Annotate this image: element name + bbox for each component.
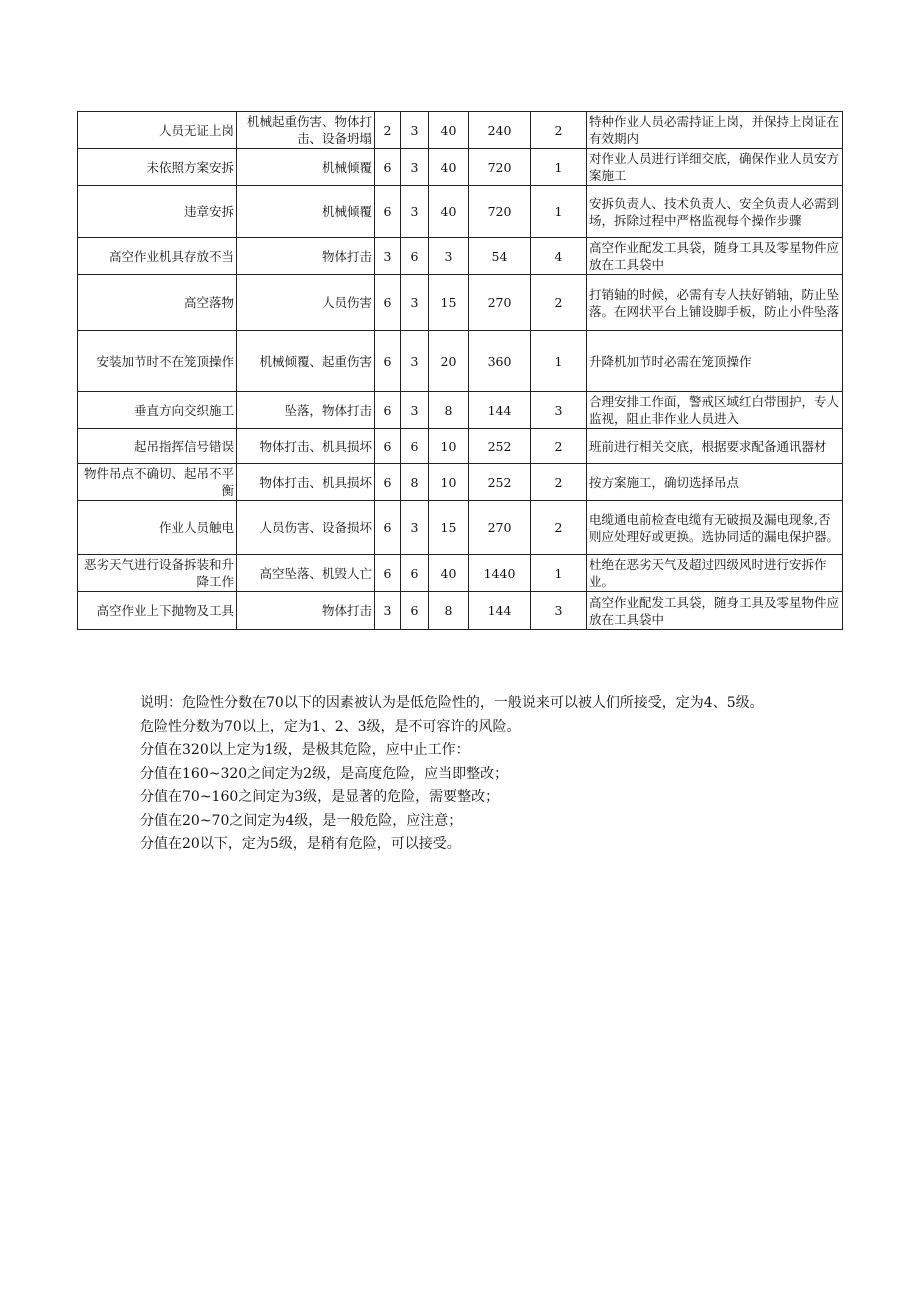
likelihood-cell: 3 bbox=[375, 592, 401, 630]
exposure-cell: 3 bbox=[401, 331, 429, 392]
exposure-cell: 3 bbox=[401, 501, 429, 555]
exposure-cell: 3 bbox=[401, 149, 429, 186]
control-measure-cell: 打销轴的时候，必需有专人扶好销轴，防止坠落。在网状平台上铺设脚手板，防止小件坠落 bbox=[587, 275, 843, 331]
risk-level-cell: 3 bbox=[531, 592, 587, 630]
table-row bbox=[78, 238, 843, 275]
risk-assessment-table bbox=[77, 111, 843, 630]
table-row bbox=[78, 592, 843, 630]
likelihood-cell: 6 bbox=[375, 331, 401, 392]
consequence-score-cell: 20 bbox=[429, 331, 469, 392]
exposure-cell: 6 bbox=[401, 238, 429, 275]
table-row bbox=[78, 429, 843, 464]
likelihood-cell: 6 bbox=[375, 464, 401, 501]
hazard-cell: 人员无证上岗 bbox=[78, 112, 237, 149]
table-row bbox=[78, 275, 843, 331]
risk-level-cell: 2 bbox=[531, 112, 587, 149]
risk-score-cell: 252 bbox=[469, 429, 531, 464]
control-measure-cell: 对作业人员进行详细交底，确保作业人员安方案施工 bbox=[587, 149, 843, 186]
hazard-cell: 作业人员触电 bbox=[78, 501, 237, 555]
exposure-cell: 6 bbox=[401, 592, 429, 630]
risk-level-cell: 1 bbox=[531, 149, 587, 186]
control-measure-cell: 特种作业人员必需持证上岗，并保持上岗证在有效期内 bbox=[587, 112, 843, 149]
control-measure-cell: 电缆通电前检查电缆有无破损及漏电现象,否则应处理好或更换。选协同适的漏电保护器。 bbox=[587, 501, 843, 555]
control-measure-cell: 杜绝在恶劣天气及超过四级风时进行安拆作业。 bbox=[587, 555, 843, 592]
risk-level-cell: 2 bbox=[531, 464, 587, 501]
table-row bbox=[78, 331, 843, 392]
consequence-cell: 高空坠落、机毁人亡 bbox=[237, 555, 375, 592]
hazard-cell: 高空作业机具存放不当 bbox=[78, 238, 237, 275]
consequence-cell: 物体打击 bbox=[237, 592, 375, 630]
risk-level-cell: 2 bbox=[531, 275, 587, 331]
hazard-cell: 起吊指挥信号错误 bbox=[78, 429, 237, 464]
consequence-score-cell: 10 bbox=[429, 429, 469, 464]
table-row bbox=[78, 149, 843, 186]
likelihood-cell: 6 bbox=[375, 555, 401, 592]
hazard-cell: 物件吊点不确切、起吊不平衡 bbox=[78, 464, 237, 501]
hazard-cell: 垂直方向交织施工 bbox=[78, 392, 237, 429]
hazard-cell: 安装加节时不在笼顶操作 bbox=[78, 331, 237, 392]
exposure-cell: 3 bbox=[401, 112, 429, 149]
likelihood-cell: 6 bbox=[375, 501, 401, 555]
consequence-cell: 坠落，物体打击 bbox=[237, 392, 375, 429]
consequence-score-cell: 40 bbox=[429, 555, 469, 592]
consequence-score-cell: 3 bbox=[429, 238, 469, 275]
table-row bbox=[78, 186, 843, 238]
note-line: 分值在20~70之间定为4级，是一般危险，应注意； bbox=[140, 812, 463, 829]
control-measure-cell: 班前进行相关交底，根据要求配备通讯器材 bbox=[587, 429, 843, 464]
consequence-cell: 机械倾覆 bbox=[237, 186, 375, 238]
risk-score-cell: 720 bbox=[469, 186, 531, 238]
risk-level-cell: 1 bbox=[531, 186, 587, 238]
exposure-cell: 6 bbox=[401, 555, 429, 592]
risk-score-cell: 252 bbox=[469, 464, 531, 501]
table-row bbox=[78, 392, 843, 429]
risk-score-cell: 240 bbox=[469, 112, 531, 149]
consequence-cell: 人员伤害 bbox=[237, 275, 375, 331]
note-line: 危险性分数为70以上，定为1、2、3级，是不可容许的风险。 bbox=[140, 718, 521, 735]
control-measure-cell: 高空作业配发工具袋，随身工具及零星物件应放在工具袋中 bbox=[587, 238, 843, 275]
consequence-cell: 物体打击、机具损坏 bbox=[237, 429, 375, 464]
consequence-score-cell: 40 bbox=[429, 186, 469, 238]
consequence-cell: 物体打击 bbox=[237, 238, 375, 275]
consequence-cell: 人员伤害、设备损坏 bbox=[237, 501, 375, 555]
hazard-cell: 未依照方案安拆 bbox=[78, 149, 237, 186]
hazard-cell: 高空作业上下抛物及工具 bbox=[78, 592, 237, 630]
control-measure-cell: 安拆负责人、技术负责人、安全负责人必需到场，拆除过程中严格监视每个操作步骤 bbox=[587, 186, 843, 238]
risk-score-cell: 144 bbox=[469, 392, 531, 429]
table-row bbox=[78, 555, 843, 592]
likelihood-cell: 6 bbox=[375, 429, 401, 464]
hazard-cell: 违章安拆 bbox=[78, 186, 237, 238]
note-line: 分值在70~160之间定为3级，是显著的危险，需要整改； bbox=[140, 789, 500, 805]
risk-score-cell: 54 bbox=[469, 238, 531, 275]
exposure-cell: 3 bbox=[401, 275, 429, 331]
note-line: 说明：危险性分数在70以下的因素被认为是低危险性的，一般说来可以被人们所接受，定为4、5级。 bbox=[140, 695, 764, 711]
risk-score-cell: 360 bbox=[469, 331, 531, 392]
consequence-score-cell: 8 bbox=[429, 392, 469, 429]
table-row bbox=[78, 464, 843, 501]
exposure-cell: 6 bbox=[401, 429, 429, 464]
consequence-score-cell: 15 bbox=[429, 501, 469, 555]
exposure-cell: 8 bbox=[401, 464, 429, 501]
consequence-score-cell: 40 bbox=[429, 112, 469, 149]
control-measure-cell: 按方案施工，确切选择吊点 bbox=[587, 464, 843, 501]
consequence-score-cell: 8 bbox=[429, 592, 469, 630]
risk-level-cell: 4 bbox=[531, 238, 587, 275]
note-line: 分值在20以下，定为5级，是稍有危险，可以接受。 bbox=[140, 836, 461, 852]
consequence-cell: 机械倾覆、起重伤害 bbox=[237, 331, 375, 392]
hazard-cell: 高空落物 bbox=[78, 275, 237, 331]
table-row bbox=[78, 112, 843, 149]
consequence-score-cell: 40 bbox=[429, 149, 469, 186]
consequence-cell: 机械起重伤害、物体打击、设备坍塌 bbox=[237, 112, 375, 149]
likelihood-cell: 6 bbox=[375, 275, 401, 331]
exposure-cell: 3 bbox=[401, 186, 429, 238]
risk-score-cell: 720 bbox=[469, 149, 531, 186]
control-measure-cell: 合理安排工作面，警戒区域红白带围护，专人监视，阻止非作业人员进入 bbox=[587, 392, 843, 429]
risk-level-cell: 2 bbox=[531, 429, 587, 464]
likelihood-cell: 3 bbox=[375, 238, 401, 275]
risk-score-cell: 270 bbox=[469, 275, 531, 331]
risk-level-cell: 3 bbox=[531, 392, 587, 429]
risk-level-cell: 1 bbox=[531, 331, 587, 392]
note-line: 分值在320以上定为1级，是极其危险，应中止工作： bbox=[140, 742, 470, 758]
exposure-cell: 3 bbox=[401, 392, 429, 429]
risk-score-cell: 144 bbox=[469, 592, 531, 630]
control-measure-cell: 高空作业配发工具袋，随身工具及零星物件应放在工具袋中 bbox=[587, 592, 843, 630]
consequence-cell: 物体打击、机具损坏 bbox=[237, 464, 375, 501]
hazard-cell: 恶劣天气进行设备拆装和升降工作 bbox=[78, 555, 237, 592]
consequence-cell: 机械倾覆 bbox=[237, 149, 375, 186]
table-row bbox=[78, 501, 843, 555]
risk-level-cell: 1 bbox=[531, 555, 587, 592]
likelihood-cell: 6 bbox=[375, 392, 401, 429]
control-measure-cell: 升降机加节时必需在笼顶操作 bbox=[587, 331, 843, 392]
likelihood-cell: 6 bbox=[375, 149, 401, 186]
likelihood-cell: 6 bbox=[375, 186, 401, 238]
note-line: 分值在160~320之间定为2级，是高度危险，应当即整改； bbox=[140, 765, 509, 782]
consequence-score-cell: 15 bbox=[429, 275, 469, 331]
risk-score-cell: 270 bbox=[469, 501, 531, 555]
risk-score-cell: 1440 bbox=[469, 555, 531, 592]
risk-level-cell: 2 bbox=[531, 501, 587, 555]
likelihood-cell: 2 bbox=[375, 112, 401, 149]
scoring-notes bbox=[140, 692, 860, 857]
consequence-score-cell: 10 bbox=[429, 464, 469, 501]
